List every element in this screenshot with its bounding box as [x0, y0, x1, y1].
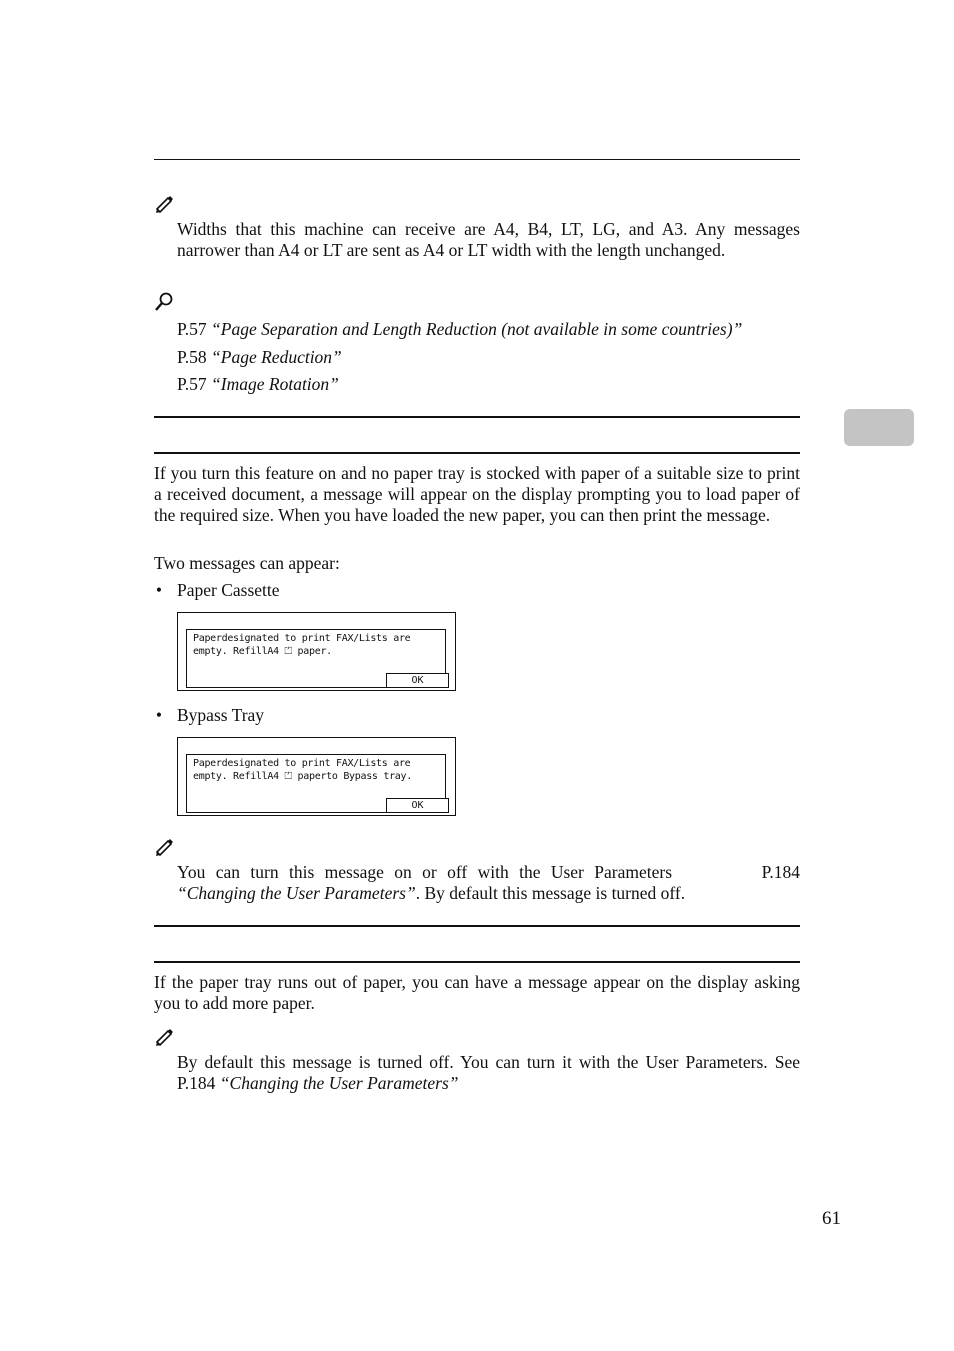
- display-screen-bypass-tray: [177, 737, 456, 816]
- bullet-icon: •: [155, 705, 163, 725]
- note-paragraph-widths: Widths that this machine can receive are A4, B4, LT, LG, and A3. Any messages narrower than A4 or LT are sent as A4 or LT width with the length unchanged.: [177, 219, 800, 260]
- list-item-label: Paper Cassette: [177, 580, 280, 600]
- section-rule-bottom: [154, 961, 800, 963]
- magnifier-icon: [154, 292, 174, 312]
- reference-title: “Page Reduction”: [211, 347, 342, 367]
- display-message: Paperdesignated to print FAX/Lists are empty. RefillA4 ⏍ paper.: [193, 633, 417, 657]
- reference-line[interactable]: [177, 347, 342, 368]
- display-screen-paper-cassette: [177, 612, 456, 691]
- section-body: If the paper tray runs out of paper, you can have a message appear on the display asking you to add more paper.: [154, 972, 800, 1013]
- note-text: By default this message is turned off. You can turn it with the User Parameters. See P.184: [177, 1052, 800, 1093]
- section-body: If you turn this feature on and no paper tray is stocked with paper of a suitable size to print a received document, a message will appear on the display prompting you to load paper of the required size. When you have loaded the new paper, you can then print the message.: [154, 463, 800, 525]
- note-reference-title[interactable]: “Changing the User Parameters”: [219, 1073, 459, 1093]
- note-text: . By default this message is turned off.: [415, 883, 686, 903]
- note-paragraph-default-off: [177, 1052, 800, 1094]
- reference-page: P.57: [177, 319, 207, 339]
- header-rule: [154, 159, 800, 160]
- reference-page: P.57: [177, 374, 207, 394]
- reference-title: “Page Separation and Length Reduction (not available in some countries)”: [211, 319, 743, 339]
- chapter-tab: [844, 409, 914, 446]
- note-text: You can turn this message on or off with the User Parameters: [177, 862, 672, 882]
- list-item-label: Bypass Tray: [177, 705, 265, 725]
- bullet-icon: •: [155, 580, 163, 600]
- pencil-icon: [154, 836, 174, 856]
- note-reference-title[interactable]: “Changing the User Parameters”: [177, 883, 416, 903]
- page-number: 61: [822, 1208, 841, 1229]
- section-rule-top: [154, 925, 800, 927]
- reference-line[interactable]: [177, 319, 742, 340]
- section-rule-top: [154, 416, 800, 418]
- note-reference-page[interactable]: P.184: [761, 862, 800, 882]
- pencil-icon: [154, 1026, 174, 1046]
- section-intro: Two messages can appear:: [154, 553, 340, 573]
- section-rule-bottom: [154, 452, 800, 454]
- ok-button[interactable]: OK: [386, 673, 449, 688]
- pencil-icon: [154, 193, 174, 213]
- reference-title: “Image Rotation”: [211, 374, 339, 394]
- note-paragraph-user-parameters: [177, 862, 800, 904]
- ok-button[interactable]: OK: [386, 798, 449, 813]
- display-message: Paperdesignated to print FAX/Lists are empty. RefillA4 ⏍ paperto Bypass tray.: [193, 758, 417, 782]
- reference-line[interactable]: [177, 374, 339, 395]
- reference-page: P.58: [177, 347, 207, 367]
